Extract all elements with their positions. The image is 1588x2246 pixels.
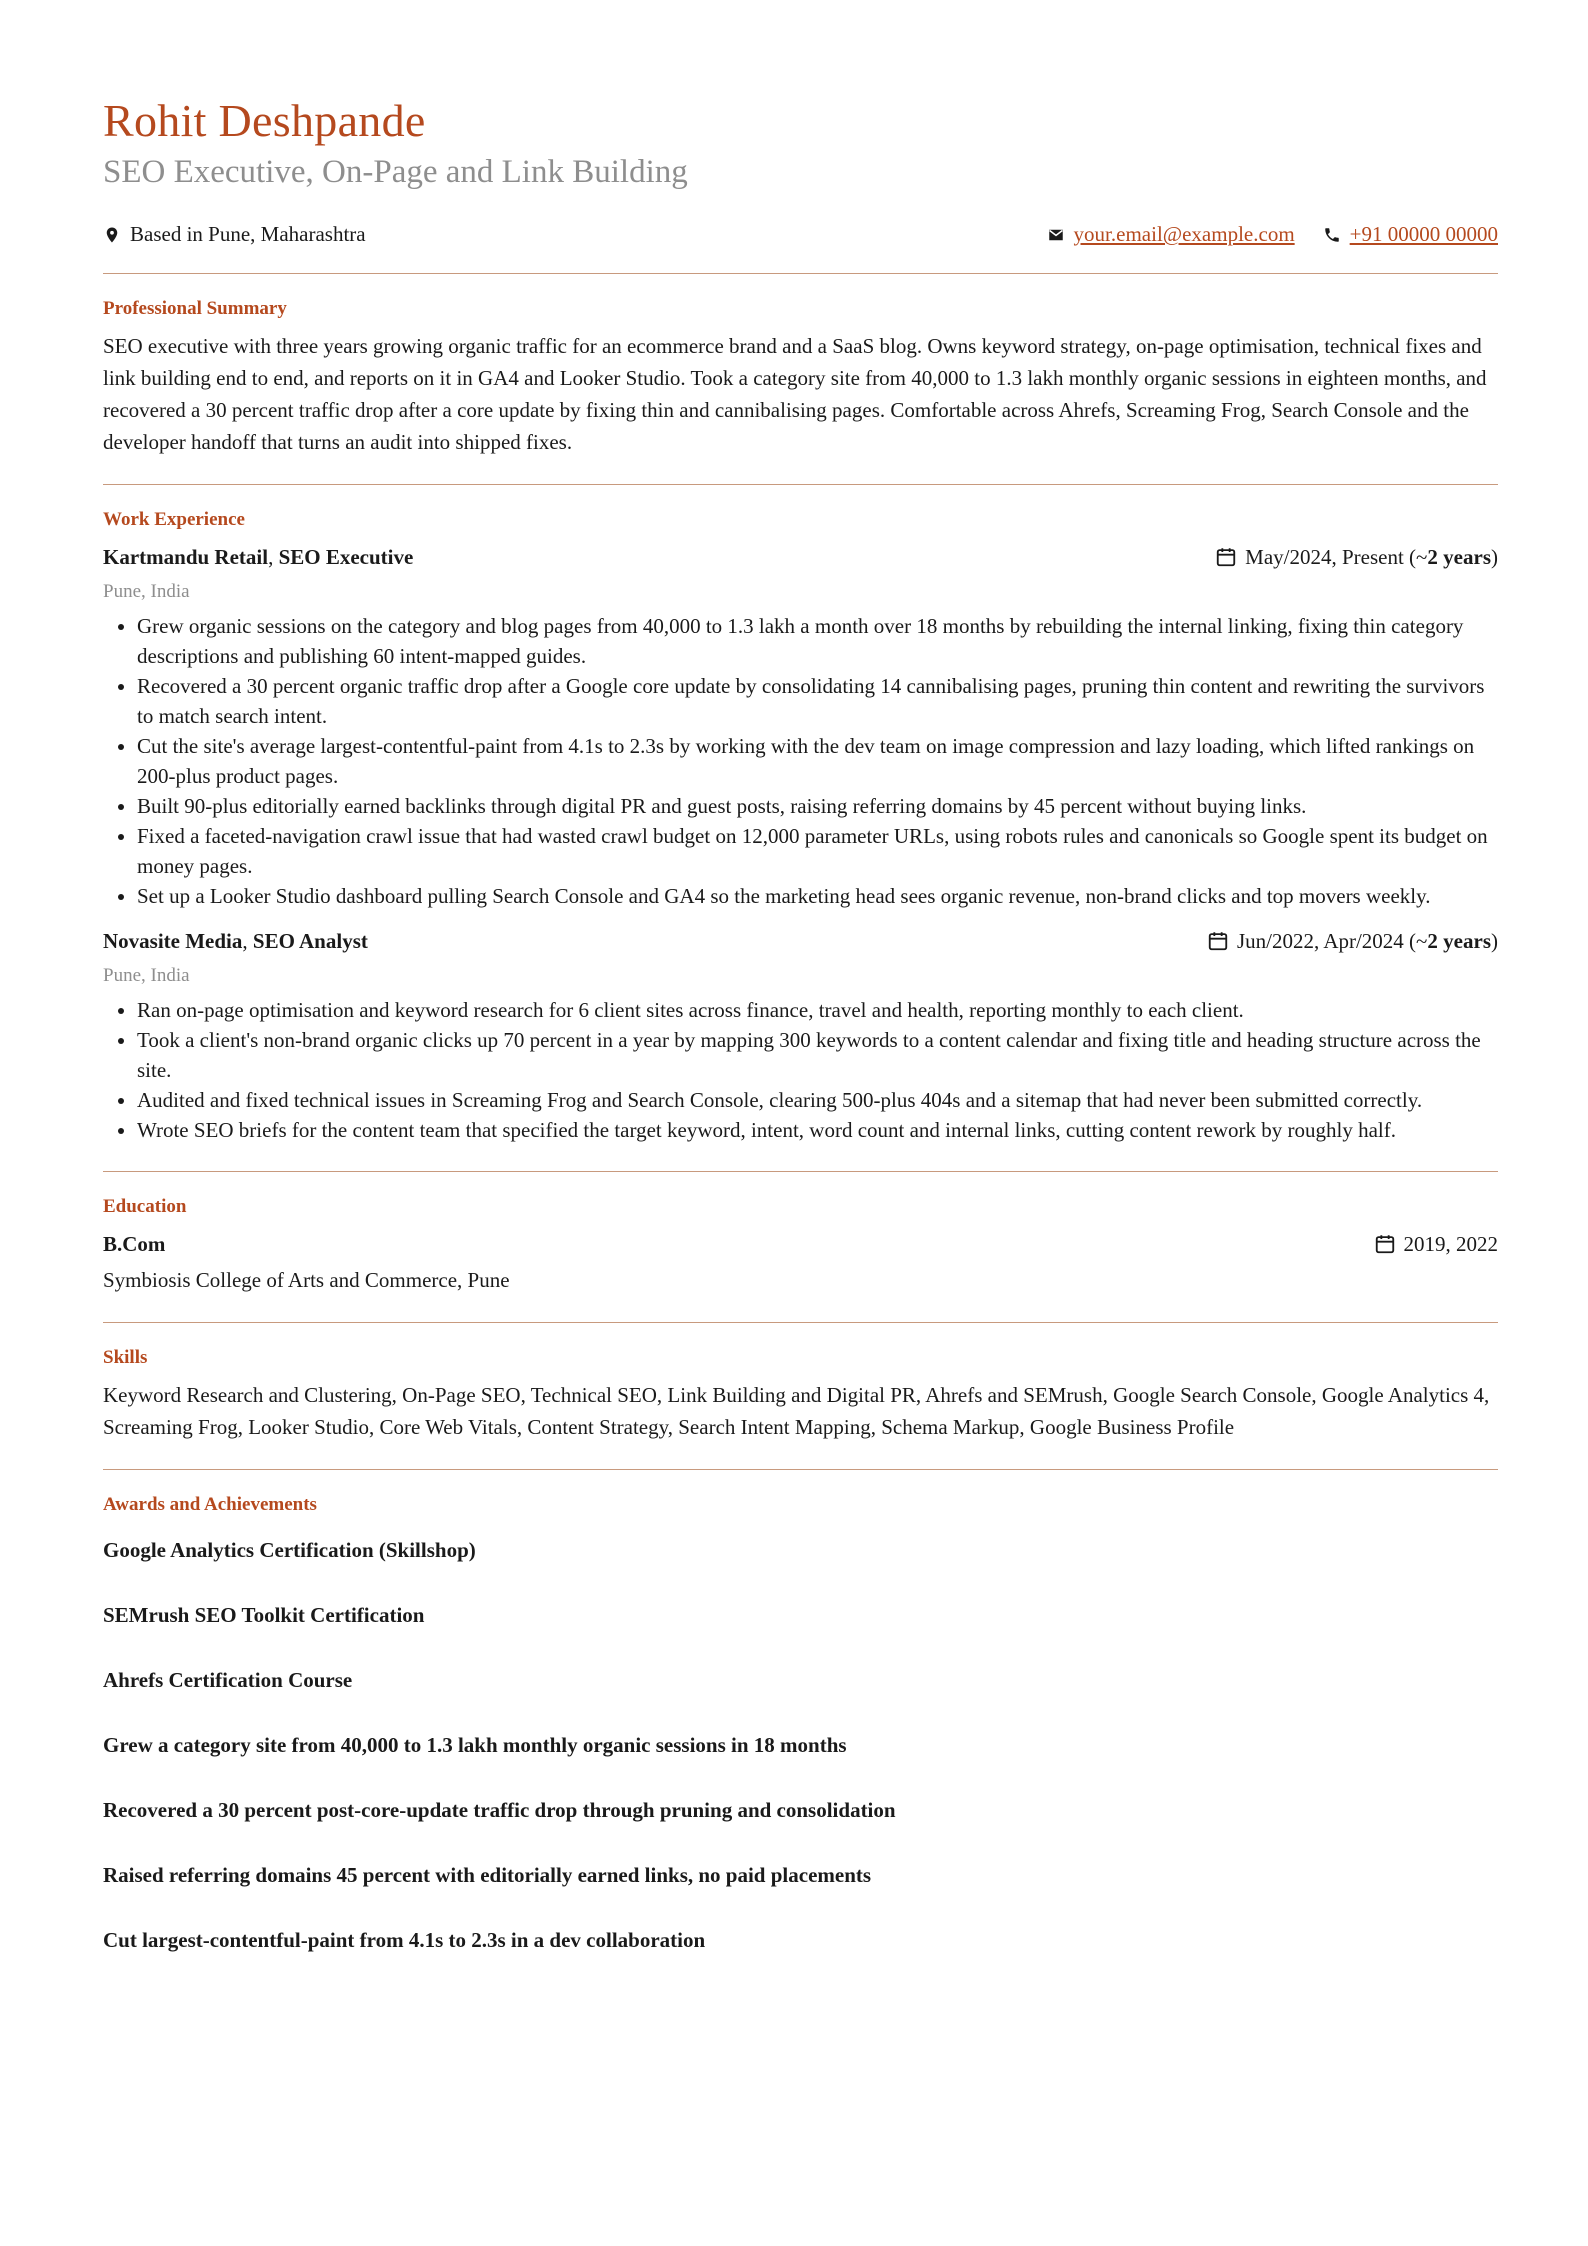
job-dates: May/2024, Present (~ 2 years ) xyxy=(1215,541,1498,573)
experience-heading: Work Experience xyxy=(103,509,245,531)
email-link[interactable]: your.email@example.com xyxy=(1073,222,1295,247)
job-company: Kartmandu Retail xyxy=(103,545,269,570)
job-bullet: • Built 90-plus editorially earned backlinks through digital PR and guest posts, raising referring domains by 45 percent without buying links. xyxy=(137,791,1498,821)
award-item: Google Analytics Certification (Skillshop) xyxy=(103,1538,476,1563)
job-header xyxy=(103,541,1498,573)
job-title: Novasite Media, SEO Analyst xyxy=(103,929,368,954)
job-duration: 2 years xyxy=(1427,929,1491,954)
job-role: SEO Analyst xyxy=(252,929,368,954)
job-entry xyxy=(103,925,1498,1145)
job-bullet: • Fixed a faceted-navigation crawl issue that had wasted crawl budget on 12,000 parameter URLs, using robots rules and canonicals so Google spent its budget on money pages. xyxy=(137,821,1498,881)
education-date-range: 2019, 2022 xyxy=(1403,1232,1498,1257)
education-heading: Education xyxy=(103,1196,187,1218)
calendar-icon xyxy=(1215,546,1237,568)
map-pin-icon xyxy=(103,226,121,244)
award-item: Cut largest-contentful-paint from 4.1s to 2.3s in a dev collaboration xyxy=(103,1928,706,1953)
experience-section xyxy=(103,485,1498,1171)
job-date-range: Jun/2022, Apr/2024 (~ xyxy=(1236,929,1428,954)
job-company: Novasite Media xyxy=(103,929,243,954)
summary-heading: Professional Summary xyxy=(103,298,287,320)
job-bullet: • Grew organic sessions on the category and blog pages from 40,000 to 1.3 lakh a month over 18 months by rebuilding the internal linking, fixing thin category descriptions and publishing 60 intent-mapped guides. xyxy=(137,611,1498,671)
skills-heading: Skills xyxy=(103,1347,148,1369)
job-bullet: • Wrote SEO briefs for the content team that specified the target keyword, intent, word count and internal links, cutting content rework by roughly half. xyxy=(137,1115,1498,1145)
school-name: Symbiosis College of Arts and Commerce, Pune xyxy=(103,1268,510,1293)
awards-section xyxy=(103,1470,1498,1982)
contact-row xyxy=(103,222,1498,247)
education-header xyxy=(103,1228,1498,1260)
awards-list xyxy=(103,1534,1498,1956)
job-date-range: May/2024, Present (~ xyxy=(1245,545,1428,570)
job-title: Kartmandu Retail, SEO Executive xyxy=(103,545,414,570)
job-role: SEO Executive xyxy=(278,545,414,570)
job-bullet: • Took a client's non-brand organic clicks up 70 percent in a year by mapping 300 keywords to a content calendar and fixing title and heading structure across the site. xyxy=(137,1025,1498,1085)
calendar-icon xyxy=(1207,930,1229,952)
contact-location xyxy=(103,222,366,247)
job-bullet: • Ran on-page optimisation and keyword research for 6 client sites across finance, travel and health, reporting monthly to each client. xyxy=(137,995,1498,1025)
job-header xyxy=(103,925,1498,957)
skills-section xyxy=(103,1323,1498,1469)
job-bullet: • Recovered a 30 percent organic traffic drop after a Google core update by consolidating 14 cannibalising pages, pruning thin content and rewriting the survivors to match search intent. xyxy=(137,671,1498,731)
phone-item xyxy=(1323,222,1498,247)
education-section xyxy=(103,1172,1498,1322)
award-item: Grew a category site from 40,000 to 1.3 lakh monthly organic sessions in 18 months xyxy=(103,1733,847,1758)
job-duration: 2 years xyxy=(1427,545,1491,570)
skills-text: Keyword Research and Clustering, On-Page SEO, Technical SEO, Link Building and Digital PR, Ahrefs and SEMrush, Google Search Console, Google Analytics 4, Screaming Frog, Looker Studio, Core Web Vitals, Content Strategy, Search Intent Mapping, Schema Markup, Google Business Profile xyxy=(103,1383,1490,1440)
job-dates: Jun/2022, Apr/2024 (~ 2 years ) xyxy=(1207,925,1498,957)
award-item: Ahrefs Certification Course xyxy=(103,1668,353,1693)
job-location: Pune, India xyxy=(103,581,190,603)
job-bullet: • Set up a Looker Studio dashboard pulling Search Console and GA4 so the marketing head sees organic revenue, non-brand clicks and top movers weekly. xyxy=(137,881,1498,911)
summary-section xyxy=(103,274,1498,484)
email-item xyxy=(1047,222,1295,247)
candidate-headline: SEO Executive, On-Page and Link Building xyxy=(103,153,688,190)
calendar-icon xyxy=(1374,1233,1396,1255)
phone-link[interactable]: +91 00000 00000 xyxy=(1349,222,1498,247)
job-bullet: • Cut the site's average largest-contentful-paint from 4.1s to 2.3s by working with the dev team on image compression and lazy loading, which lifted rankings on 200-plus product pages. xyxy=(137,731,1498,791)
envelope-icon xyxy=(1047,226,1065,244)
job-entry xyxy=(103,541,1498,911)
award-item: SEMrush SEO Toolkit Certification xyxy=(103,1603,425,1628)
job-bullets xyxy=(103,995,1498,1145)
location-text: Based in Pune, Maharashtra xyxy=(130,222,366,247)
award-item: Recovered a 30 percent post-core-update traffic drop through pruning and consolidation xyxy=(103,1798,896,1823)
awards-heading: Awards and Achievements xyxy=(103,1494,317,1516)
summary-text: SEO executive with three years growing organic traffic for an ecommerce brand and a SaaS blog. Owns keyword strategy, on-page optimisation, technical fixes and link building end to end, and reports on it in GA4 and Looker Studio. Took a category site from 40,000 to 1.3 lakh monthly organic sessions in eighteen months, and recovered a 30 percent traffic drop after a core update by fixing thin and cannibalising pages. Comfortable across Ahrefs, Screaming Frog, Search Console and the developer handoff that turns an audit into shipped fixes. xyxy=(103,334,1487,455)
job-bullet: • Audited and fixed technical issues in Screaming Frog and Search Console, clearing 500-plus 404s and a sitemap that had never been submitted correctly. xyxy=(137,1085,1498,1115)
contact-links xyxy=(1047,222,1498,247)
phone-icon xyxy=(1323,226,1341,244)
candidate-name: Rohit Deshpande xyxy=(103,95,426,146)
job-location: Pune, India xyxy=(103,965,190,987)
education-dates xyxy=(1374,1228,1499,1260)
award-item: Raised referring domains 45 percent with editorially earned links, no paid placements xyxy=(103,1863,872,1888)
job-bullets xyxy=(103,611,1498,911)
degree: B.Com xyxy=(103,1232,166,1257)
